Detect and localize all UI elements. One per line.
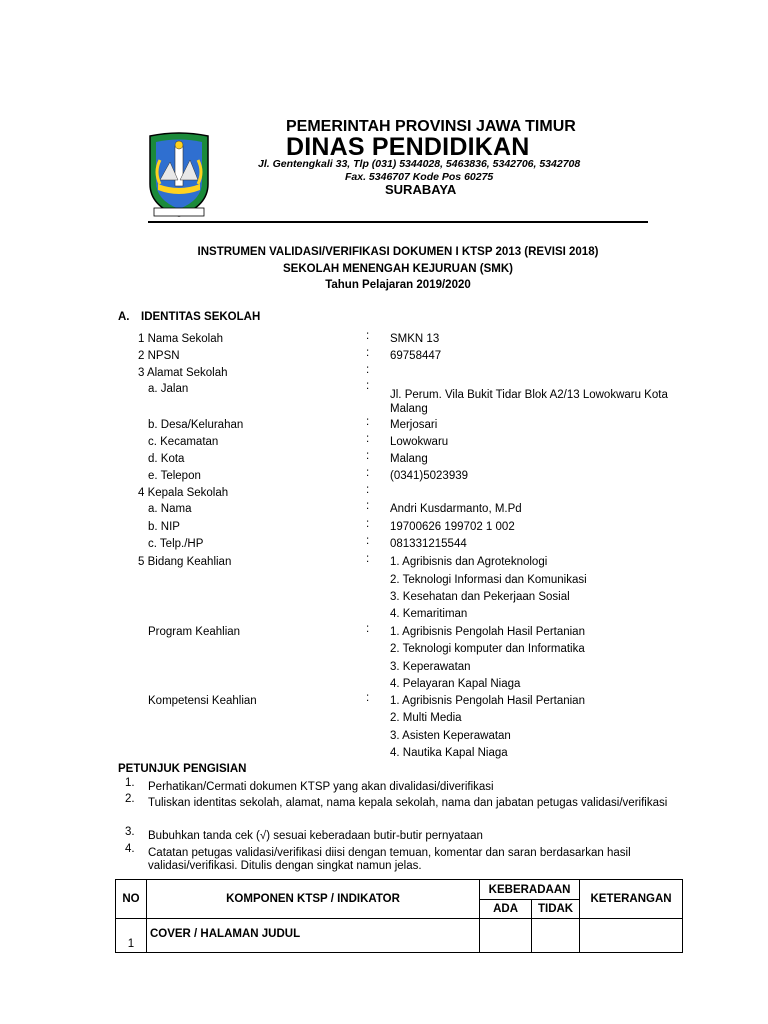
instruction-text: Perhatikan/Cermati dokumen KTSP yang akan divalidasi/diverifikasi — [148, 781, 494, 793]
field-label: c. Kecamatan — [148, 436, 219, 448]
instructions-heading: PETUNJUK PENGISIAN — [118, 763, 247, 775]
field-value: 4. Kemaritiman — [390, 608, 468, 620]
field-colon: : — [366, 416, 370, 428]
field-value: 3. Keperawatan — [390, 661, 471, 673]
letterhead-government: PEMERINTAH PROVINSI JAWA TIMUR — [286, 118, 576, 135]
letterhead-divider — [148, 221, 648, 223]
field-label: 2 NPSN — [138, 350, 180, 362]
field-value: 4. Pelayaran Kapal Niaga — [390, 678, 521, 690]
field-label: 5 Bidang Keahlian — [138, 556, 232, 568]
header-ada: ADA — [480, 900, 532, 919]
row-number: 1 — [116, 919, 147, 953]
field-colon: : — [366, 347, 370, 359]
instruction-number: 2. — [125, 793, 135, 805]
academic-year: Tahun Pelajaran 2019/2020 — [325, 279, 471, 291]
field-label: 4 Kepala Sekolah — [138, 487, 229, 499]
field-colon: : — [366, 433, 370, 445]
field-colon: : — [366, 467, 370, 479]
header-keberadaan: KEBERADAAN — [480, 880, 580, 900]
field-value: (0341)5023939 — [390, 470, 469, 482]
field-value: 1. Agribisnis Pengolah Hasil Pertanian — [390, 626, 585, 638]
field-value: 2. Teknologi komputer dan Informatika — [390, 643, 585, 655]
header-tidak: TIDAK — [532, 900, 580, 919]
section-a-heading — [118, 311, 260, 323]
field-value: Andri Kusdarmanto, M.Pd — [390, 503, 522, 515]
field-value: Lowokwaru — [390, 436, 449, 448]
instruction-text: Bubuhkan tanda cek (√) sesuai keberadaan butir-butir pernyataan — [148, 830, 483, 842]
table-row — [116, 919, 683, 953]
field-colon: : — [366, 380, 370, 392]
instruction-number: 3. — [125, 826, 135, 838]
field-label: 3 Alamat Sekolah — [138, 367, 228, 379]
field-colon: : — [366, 535, 370, 547]
row-ada-cell[interactable] — [480, 919, 532, 953]
field-label: 1 Nama Sekolah — [138, 333, 224, 345]
field-value: 3. Asisten Keperawatan — [390, 730, 511, 742]
field-colon: : — [366, 553, 370, 565]
row-keterangan-cell[interactable] — [580, 919, 683, 953]
field-label: c. Telp./HP — [148, 538, 204, 550]
letterhead-fax: Fax. 5346707 Kode Pos 60275 — [345, 171, 494, 183]
instruction-number: 4. — [125, 843, 135, 855]
letterhead-address: Jl. Gentengkali 33, Tlp (031) 5344028, 5463836, 5342706, 5342708 — [258, 158, 581, 170]
document-title: INSTRUMEN VALIDASI/VERIFIKASI DOKUMEN I KTSP 2013 (REVISI 2018) — [197, 246, 599, 258]
row-tidak-cell[interactable] — [532, 919, 580, 953]
validation-table — [115, 879, 683, 953]
header-no: NO — [116, 880, 147, 919]
field-colon: : — [366, 623, 370, 635]
field-value: 19700626 199702 1 002 — [390, 521, 515, 533]
field-label: a. Jalan — [148, 383, 189, 395]
instruction-text: Tuliskan identitas sekolah, alamat, nama kepala sekolah, nama dan jabatan petugas validasi/verifikasi — [148, 797, 668, 809]
field-value: 2. Multi Media — [390, 712, 462, 724]
field-value: Jl. Perum. Vila Bukit Tidar Blok A2/13 Lowokwaru Kota Malang — [390, 389, 668, 415]
field-label: a. Nama — [148, 503, 192, 515]
field-value: 1. Agribisnis dan Agroteknologi — [390, 556, 548, 568]
instruction-text: Catatan petugas validasi/verifikasi diisi dengan temuan, komentar dan saran berdasarkan hasil validasi/verifikasi. Ditulis dengan singkat namun jelas. — [148, 847, 631, 872]
letterhead-agency: DINAS PENDIDIKAN — [286, 133, 530, 161]
field-colon: : — [366, 692, 370, 704]
field-colon: : — [366, 330, 370, 342]
field-label: d. Kota — [148, 453, 185, 465]
field-colon: : — [366, 518, 370, 530]
letterhead-city: SURABAYA — [385, 182, 457, 197]
field-colon: : — [366, 500, 370, 512]
field-value: Malang — [390, 453, 428, 465]
header-komponen: KOMPONEN KTSP / INDIKATOR — [146, 880, 479, 919]
field-colon: : — [366, 364, 370, 376]
field-value: SMKN 13 — [390, 333, 440, 345]
document-title-block — [118, 244, 678, 294]
field-value: 4. Nautika Kapal Niaga — [390, 747, 508, 759]
field-value: 081331215544 — [390, 538, 467, 550]
document-subtitle: SEKOLAH MENENGAH KEJURUAN (SMK) — [282, 262, 513, 275]
row-komponen: COVER / HALAMAN JUDUL — [146, 919, 479, 953]
field-label: Program Keahlian — [148, 626, 241, 638]
field-colon: : — [366, 484, 370, 496]
instruction-number: 1. — [125, 777, 135, 789]
field-label: b. Desa/Kelurahan — [148, 419, 244, 431]
header-keterangan: KETERANGAN — [580, 880, 683, 919]
field-value: 3. Kesehatan dan Pekerjaan Sosial — [390, 591, 570, 603]
field-value: Merjosari — [390, 419, 438, 431]
field-label: e. Telepon — [148, 470, 201, 482]
field-value: 69758447 — [390, 350, 442, 362]
section-a-title: IDENTITAS SEKOLAH — [141, 311, 261, 323]
field-label: Kompetensi Keahlian — [148, 695, 257, 707]
section-a-label: A. — [118, 311, 130, 323]
east-java-emblem-logo — [146, 132, 212, 218]
field-colon: : — [366, 450, 370, 462]
field-value: 1. Agribisnis Pengolah Hasil Pertanian — [390, 695, 585, 707]
field-label: b. NIP — [148, 521, 180, 533]
field-value: 2. Teknologi Informasi dan Komunikasi — [390, 574, 587, 586]
